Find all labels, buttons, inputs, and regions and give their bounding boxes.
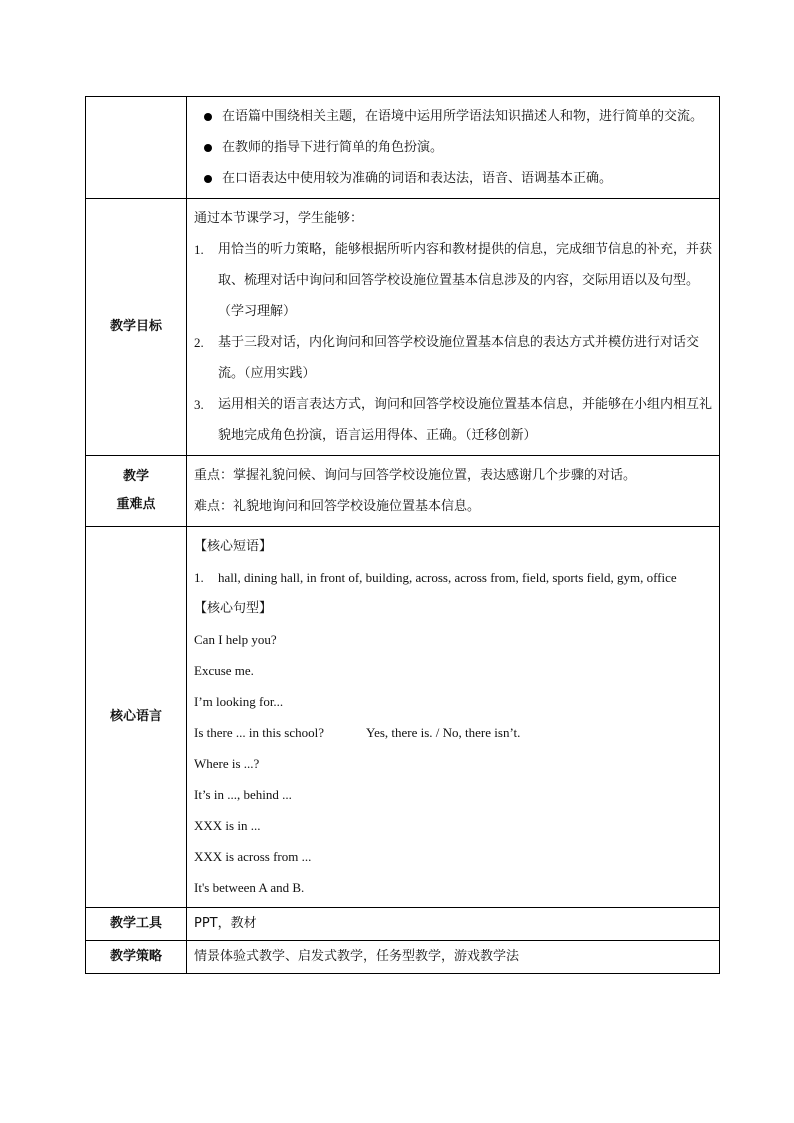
focus-label-line2: 重难点 — [116, 497, 156, 512]
sentences-title: 【核心句型】 — [194, 601, 273, 616]
tools-label: 教学工具 — [86, 908, 187, 941]
sentence-line: It's between A and B. — [194, 880, 305, 895]
bullet-text: 在语篇中围绕相关主题，在语境中运用所学语法知识描述人和物，进行简单的交流。 — [222, 109, 704, 124]
abilities-content-cell — [187, 97, 720, 199]
item-text: 运用相关的语言表达方式，询问和回答学校设施位置基本信息，并能够在小组内相互礼貌地完成角色扮演，语言运用得体、正确。（迁移创新） — [218, 397, 713, 443]
strategy-row — [86, 941, 720, 974]
objectives-row — [86, 199, 720, 456]
list-item — [194, 101, 713, 132]
item-text: 基于三段对话，内化询问和回答学校设施位置基本信息的表达方式并模仿进行对话交流。（应用实践） — [218, 335, 700, 381]
bullet-text: 在教师的指导下进行简单的角色扮演。 — [222, 140, 444, 155]
phrases-text: hall, dining hall, in front of, building, across, across from, field, sports field, gym, office — [218, 570, 677, 585]
list-item — [194, 389, 713, 451]
sentence-line: It’s in ..., behind ... — [194, 787, 292, 802]
sentence-line: Where is ...? — [194, 756, 260, 771]
lesson-plan-table — [85, 96, 720, 974]
sentence-answer: Yes, there is. / No, there isn’t. — [365, 725, 521, 740]
bullet-text: 在口语表达中使用较为准确的词语和表达法，语音、语调基本正确。 — [222, 171, 613, 186]
list-item — [194, 562, 713, 593]
item-number: 1. — [194, 570, 204, 585]
sentence-line: I’m looking for... — [194, 694, 284, 709]
sentence-line: Can I help you? — [194, 632, 277, 647]
item-number: 1. — [194, 242, 204, 257]
strategy-label: 教学策略 — [86, 941, 187, 974]
list-item — [194, 327, 713, 389]
focus-row — [86, 456, 720, 527]
key-point: 重点：掌握礼貌问候、询问与回答学校设施位置，表达感谢几个步骤的对话。 — [194, 468, 637, 483]
phrases-title: 【核心短语】 — [194, 539, 273, 554]
focus-label-cell — [86, 456, 187, 527]
objectives-intro: 通过本节课学习，学生能够： — [194, 211, 364, 226]
tools-row — [86, 908, 720, 941]
bullet-icon — [194, 132, 222, 152]
core-language-content-cell — [187, 527, 720, 908]
objectives-label: 教学目标 — [86, 199, 187, 456]
list-item — [194, 132, 713, 163]
sentence-line — [194, 717, 713, 748]
objectives-content-cell — [187, 199, 720, 456]
core-language-row — [86, 527, 720, 908]
item-text: 用恰当的听力策略，能够根据所听内容和教材提供的信息，完成细节信息的补充，并获取、梳理对话中询问和回答学校设施位置基本信息涉及的内容，交际用语以及句型。（学习理解） — [218, 242, 713, 319]
abilities-row — [86, 97, 720, 199]
abilities-label-cell — [86, 97, 187, 199]
bullet-icon — [194, 101, 222, 121]
item-number: 3. — [194, 397, 204, 412]
focus-label-line1: 教学 — [122, 469, 149, 484]
list-item — [194, 163, 713, 194]
sentence-question: Is there ... in this school? — [194, 725, 324, 740]
tools-value: PPT，教材 — [187, 908, 720, 941]
item-number: 2. — [194, 335, 204, 350]
focus-content-cell — [187, 456, 720, 527]
list-item — [194, 234, 713, 327]
sentence-line: XXX is across from ... — [194, 849, 312, 864]
difficult-point: 难点：礼貌地询问和回答学校设施位置基本信息。 — [194, 499, 481, 514]
strategy-value: 情景体验式教学、启发式教学，任务型教学，游戏教学法 — [187, 941, 720, 974]
bullet-icon — [194, 163, 222, 183]
sentence-line: XXX is in ... — [194, 818, 261, 833]
core-language-label: 核心语言 — [86, 527, 187, 908]
sentence-line: Excuse me. — [194, 663, 254, 678]
